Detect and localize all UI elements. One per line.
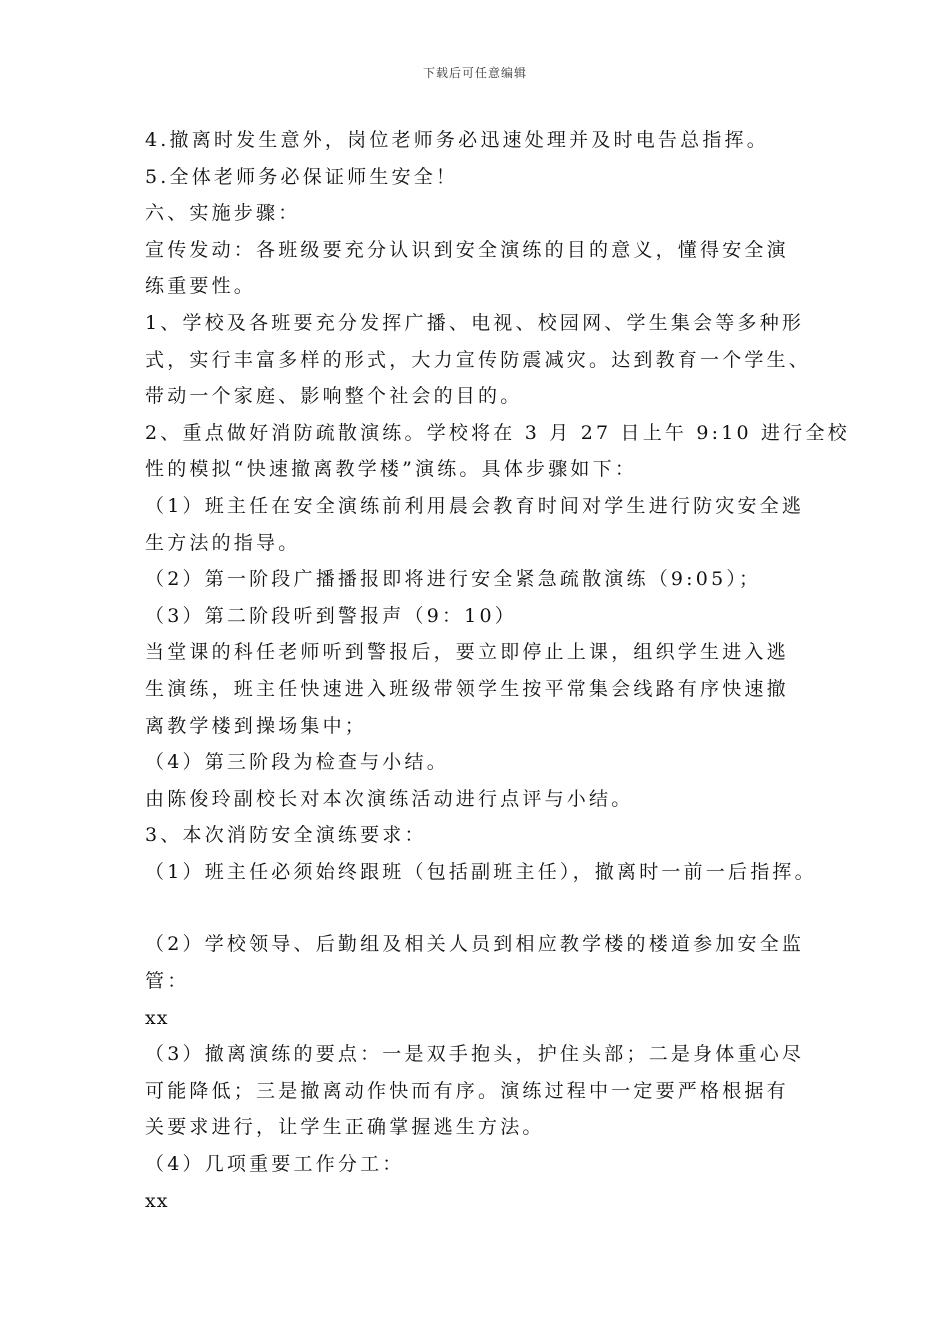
paragraph-line: 当堂课的科任老师听到警报后，要立即停止上课，组织学生进入逃 [145, 641, 789, 664]
paragraph-line: 1、学校及各班要充分发挥广播、电视、校园网、学生集会等多种形 [145, 311, 805, 334]
paragraph-line: （3）撤离演练的要点：一是双手抱头，护住头部；二是身体重心尽 [145, 1043, 805, 1066]
paragraph-line: （2）第一阶段广播播报即将进行安全紧急疏散演练（9:05）； [145, 568, 762, 591]
blank-line [145, 890, 825, 926]
paragraph-line: 管： [145, 970, 190, 993]
paragraph-line: 性的模拟“快速撤离教学楼”演练。具体步骤如下： [145, 458, 638, 481]
paragraph-line: （1）班主任必须始终跟班（包括副班主任），撤离时一前一后指挥。 [145, 860, 817, 883]
paragraph-line: 关要求进行，让学生正确掌握逃生方法。 [145, 1116, 545, 1139]
paragraph-line: 宣传发动：各班级要充分认识到安全演练的目的意义，懂得安全演 [145, 238, 789, 261]
paragraph-line: 5.全体老师务必保证师生安全！ [145, 165, 459, 188]
paragraph-line: 带动一个家庭、影响整个社会的目的。 [145, 385, 523, 408]
document-body [145, 122, 850, 1219]
paragraph-line: 生方法的指导。 [145, 531, 301, 554]
paragraph-line: （2）学校领导、后勤组及相关人员到相应教学楼的楼道参加安全监 [145, 933, 805, 956]
paragraph-line: 4.撤离时发生意外，岗位老师务必迅速处理并及时电告总指挥。 [145, 129, 769, 151]
placeholder-text: xx [145, 1006, 169, 1029]
paragraph-line: 由陈俊玲副校长对本次演练活动进行点评与小结。 [145, 787, 634, 810]
section-heading: 六、实施步骤： [145, 202, 301, 225]
page-header: 下载后可任意编辑 [422, 66, 527, 80]
paragraph-line: （4）第三阶段为检查与小结。 [145, 751, 449, 774]
placeholder-text: xx [145, 1189, 169, 1212]
paragraph-line: 离教学楼到操场集中； [145, 714, 368, 737]
paragraph-line: （4）几项重要工作分工： [145, 1153, 405, 1176]
paragraph-line: （1）班主任在安全演练前利用晨会教育时间对学生进行防灾安全逃 [145, 494, 805, 517]
paragraph-line: 3、本次消防安全演练要求： [145, 824, 427, 847]
paragraph-line: （3）第二阶段听到警报声（9：10） [145, 604, 517, 627]
paragraph-line: 式，实行丰富多样的形式，大力宣传防震减灾。达到教育一个学生、 [145, 348, 812, 371]
paragraph-line: 生演练，班主任快速进入班级带领学生按平常集会线路有序快速撤 [145, 677, 789, 700]
paragraph-line: 可能降低；三是撤离动作快而有序。演练过程中一定要严格根据有 [145, 1079, 789, 1102]
paragraph-line: 练重要性。 [145, 275, 257, 298]
paragraph-line: 2、重点做好消防疏散演练。学校将在 3 月 27 日上午 9:10 进行全校 [145, 421, 850, 444]
